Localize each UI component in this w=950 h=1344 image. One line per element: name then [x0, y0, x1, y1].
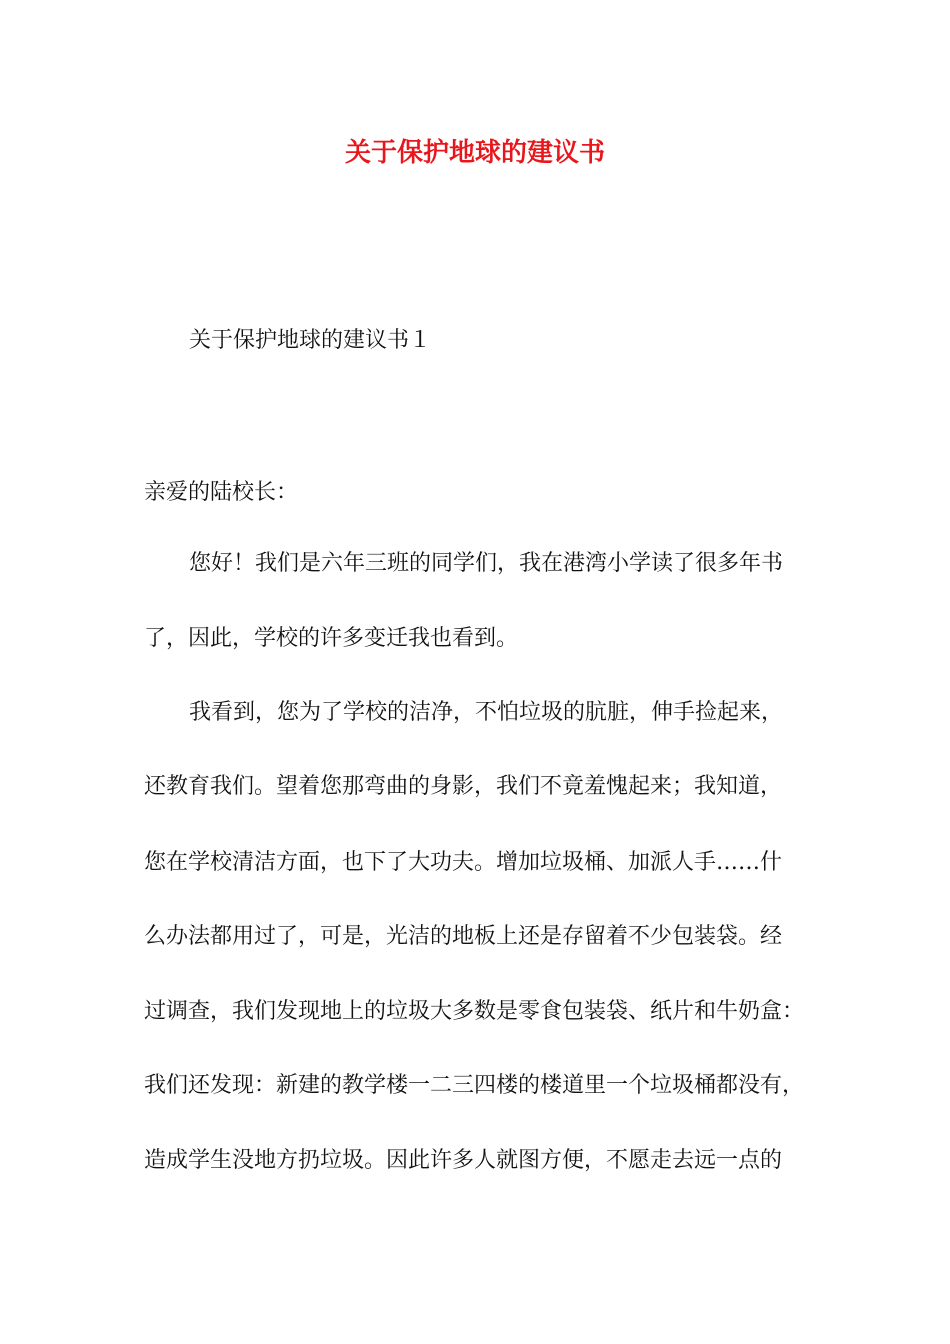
paragraph-line: 了，因此，学校的许多变迁我也看到。 — [144, 626, 519, 651]
paragraph-line: 我看到，您为了学校的洁净，不怕垃圾的肮脏，伸手捡起来， — [189, 700, 784, 725]
salutation: 亲爱的陆校长： — [144, 480, 299, 505]
paragraph-line: 还教育我们。望着您那弯曲的身影，我们不竟羞愧起来；我知道， — [144, 774, 783, 799]
section-heading: 关于保护地球的建议书１ — [189, 328, 432, 353]
paragraph-line: 您好！我们是六年三班的同学们，我在港湾小学读了很多年书 — [189, 551, 784, 576]
paragraph-line: 造成学生没地方扔垃圾。因此许多人就图方便，不愿走去远一点的 — [144, 1148, 783, 1173]
paragraph-line: 我们还发现：新建的教学楼一二三四楼的楼道里一个垃圾桶都没有， — [144, 1073, 805, 1098]
paragraph-line: 过调查，我们发现地上的垃圾大多数是零食包装袋、纸片和牛奶盒： — [144, 999, 805, 1024]
document-title: 关于保护地球的建议书 — [344, 138, 605, 168]
paragraph-line: 么办法都用过了，可是，光洁的地板上还是存留着不少包装袋。经 — [144, 924, 783, 949]
paragraph-line: 您在学校清洁方面，也下了大功夫。增加垃圾桶、加派人手……什 — [144, 850, 783, 875]
